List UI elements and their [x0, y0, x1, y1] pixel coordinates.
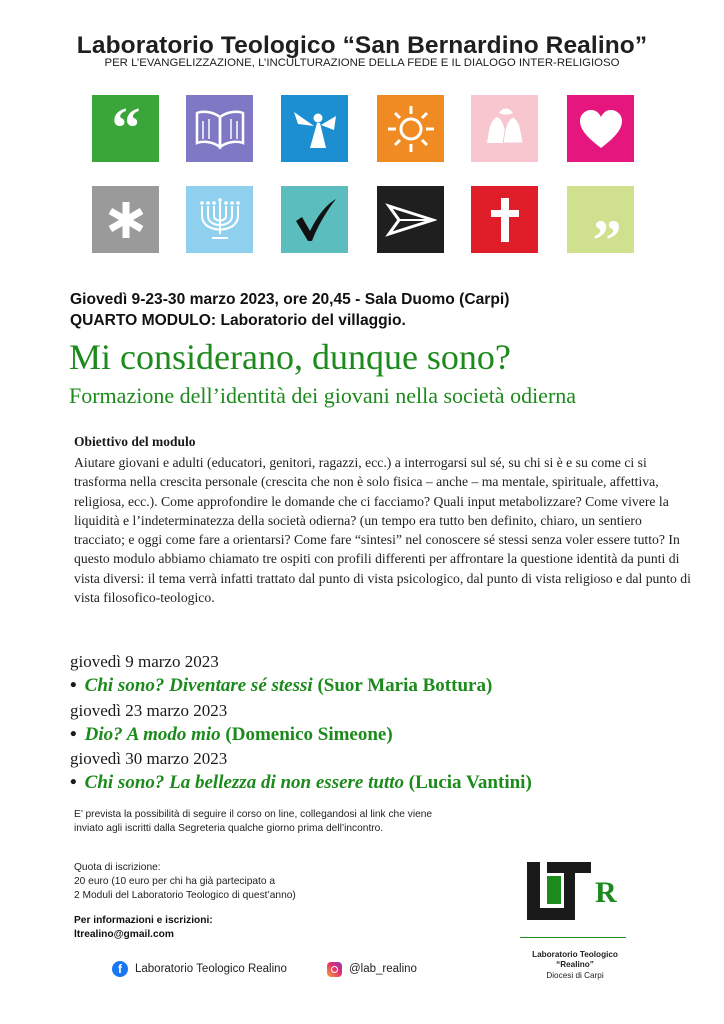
- open-book-icon: [194, 107, 246, 151]
- logo-name: Laboratorio Teologico: [532, 950, 618, 959]
- checkmark-icon: [290, 195, 340, 245]
- logo-green-block: [547, 876, 561, 904]
- tile-quote: [92, 95, 159, 162]
- sun-icon: [385, 103, 437, 155]
- logo-divider: [520, 937, 626, 938]
- svg-text:“: “: [111, 106, 140, 151]
- tile-close-quote: [567, 186, 634, 253]
- ltr-logo: [523, 858, 633, 928]
- logo-diocese: Diocesi di Carpi: [546, 971, 604, 980]
- tile-angel: [281, 95, 348, 162]
- talk-title: Chi sono? La bellezza di non essere tutto: [84, 772, 405, 793]
- talk-title: Dio? A modo mio: [84, 724, 221, 745]
- header-subtitle: PER L’EVANGELIZZAZIONE, L’INCULTURAZIONE DELLA FEDE E IL DIALOGO INTER-RELIGIOSO: [104, 57, 620, 69]
- info-label: Per informazioni e iscrizioni:: [74, 915, 213, 926]
- arrow-icon: [385, 200, 437, 240]
- talk-speaker: (Suor Maria Bottura): [317, 675, 493, 696]
- schedule-date: giovedì 9 marzo 2023: [70, 652, 219, 671]
- schedule-date: giovedì 30 marzo 2023: [70, 749, 228, 768]
- talk-speaker: (Lucia Vantini): [408, 772, 532, 793]
- bullet: •: [70, 675, 77, 696]
- open-quote-icon: [104, 107, 148, 151]
- bullet: •: [70, 772, 77, 793]
- schedule-date: giovedì 23 marzo 2023: [70, 701, 228, 720]
- logo-t-stem: [564, 873, 575, 920]
- svg-text:”: ”: [592, 207, 621, 242]
- talk-speaker: (Domenico Simeone): [225, 724, 393, 745]
- heart-icon: [578, 108, 624, 150]
- menorah-icon: [194, 194, 246, 246]
- tile-sun: [377, 95, 444, 162]
- tile-bells: [471, 95, 538, 162]
- asterisk-icon: [105, 199, 147, 241]
- fee-label: Quota di iscrizione:: [74, 862, 161, 873]
- event-dates: Giovedì 9-23-30 marzo 2023, ore 20,45 - Sala Duomo (Carpi): [70, 291, 510, 308]
- bells-icon: [479, 103, 531, 155]
- logo-t-bar: [547, 862, 591, 873]
- tile-arrow: [377, 186, 444, 253]
- schedule-talk: [70, 772, 532, 794]
- instagram-icon: [327, 962, 342, 977]
- facebook-icon: f: [112, 961, 128, 977]
- logo-quote-name: “Realino”: [556, 960, 594, 969]
- tile-book: [186, 95, 253, 162]
- tile-asterisk: [92, 186, 159, 253]
- main-title: Mi considerano, dunque sono?: [69, 337, 511, 377]
- bullet: •: [70, 724, 77, 745]
- tile-menorah: [186, 186, 253, 253]
- close-quote-icon: [579, 198, 623, 242]
- tile-cross: [471, 186, 538, 253]
- contact-email[interactable]: ltrealino@gmail.com: [74, 929, 174, 940]
- cross-icon: [485, 195, 525, 245]
- facebook-label: Laboratorio Teologico Realino: [135, 963, 287, 975]
- schedule-talk: [70, 724, 393, 746]
- schedule-talk: [70, 675, 492, 697]
- fee-line: 20 euro (10 euro per chi ha già partecipato a: [74, 876, 276, 887]
- online-note: E’ prevista la possibilità di seguire il corso on line, collegandosi al link che viene inviato agli iscritti dalla Segreteria qualche giorno prima dell’incontro.: [74, 809, 433, 834]
- instagram-link[interactable]: [327, 960, 417, 978]
- header-title: Laboratorio Teologico “San Bernardino Realino”: [76, 32, 648, 59]
- module-title: QUARTO MODULO: Laboratorio del villaggio.: [70, 312, 406, 329]
- fee-line: 2 Moduli del Laboratorio Teologico di quest’anno): [74, 890, 296, 901]
- main-subtitle: Formazione dell’identità dei giovani nella società odierna: [69, 383, 577, 408]
- talk-title: Chi sono? Diventare sé stessi: [84, 675, 313, 696]
- tile-check: [281, 186, 348, 253]
- angel-icon: [290, 104, 340, 154]
- objective-heading: Obiettivo del modulo: [74, 434, 196, 449]
- objective-body: Aiutare giovani e adulti (educatori, genitori, ragazzi, ecc.) a interrogarsi sul sé, su chi si è e su come ci si trasforma nella crescita personale (crescita che non è solo fisica – anche – ma mentale, spirituale, affettiva, religiosa, ecc.). Come approfondire le domande che ci facciamo? Quali input metabolizzare? Come vivere la liquidità e l’indeterminatezza della società odierna? (un tempo era tutto ben definito, chiaro, un sentiero tracciato; e oggi come fare a orientarsi? Come fare “sintesi” nel conoscere sé stessi senza voler essere tutto? In questo modulo abbiamo chiamato tre ospiti con profili differenti per affrontare la questione identità da punti di vista diversi: il tema verrà infatti trattato dal punto di vista psicologico, dal punto di vista religioso e dal punto di vista filosofico-teologico.: [74, 455, 691, 606]
- instagram-label: @lab_realino: [349, 963, 417, 975]
- logo-r-letter: R: [595, 876, 617, 909]
- logo-l-foot: [527, 908, 565, 920]
- tile-heart: [567, 95, 634, 162]
- facebook-link[interactable]: [112, 960, 287, 978]
